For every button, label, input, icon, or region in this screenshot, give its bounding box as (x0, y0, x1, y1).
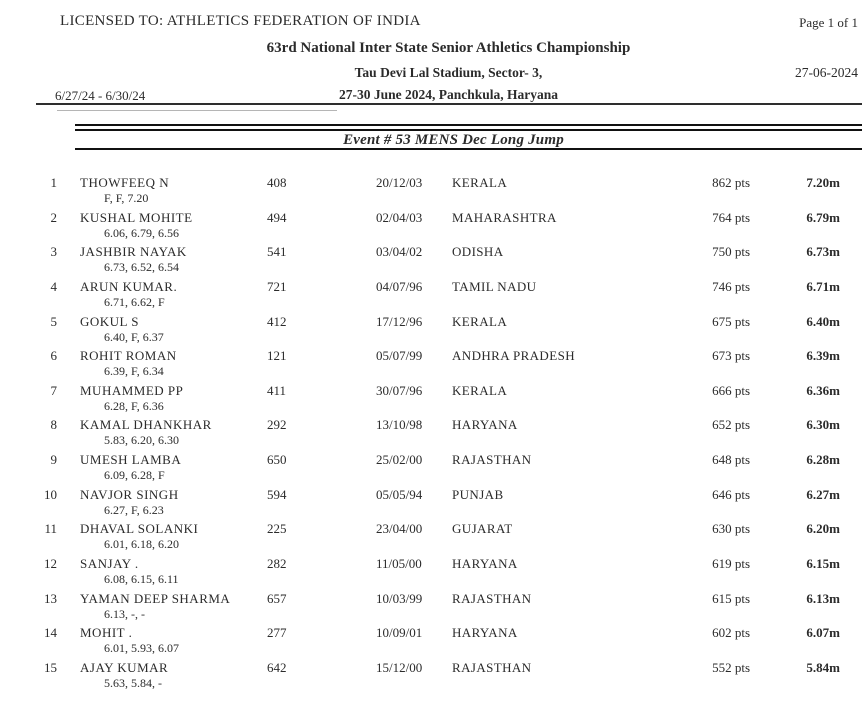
rank: 4 (50, 278, 57, 294)
header-sub-rule (57, 110, 337, 111)
result-row (0, 349, 862, 384)
attempt-series: 5.83, 6.20, 6.30 (104, 433, 179, 448)
state-name: MAHARASHTRA (452, 209, 557, 225)
attempt-series: 6.71, 6.62, F (104, 294, 165, 309)
points-value: 648 pts (712, 452, 750, 468)
best-mark: 6.73m (806, 244, 840, 260)
page-number: Page 1 of 1 (799, 15, 858, 30)
date-of-birth: 30/07/96 (376, 382, 423, 398)
date-of-birth: 04/07/96 (376, 278, 423, 294)
best-mark: 6.36m (806, 382, 840, 398)
athlete-name: ARUN KUMAR. (80, 278, 178, 294)
points-value: 630 pts (712, 521, 750, 537)
bib-number: 541 (267, 244, 287, 260)
athlete-name: KUSHAL MOHITE (80, 209, 193, 225)
points-value: 666 pts (712, 382, 750, 398)
rank: 8 (50, 417, 57, 433)
athlete-name: ROHIT ROMAN (80, 348, 177, 364)
date-of-birth: 20/12/03 (376, 175, 423, 190)
state-name: RAJASTHAN (452, 590, 532, 606)
rank: 13 (44, 590, 57, 606)
date-of-birth: 23/04/00 (376, 521, 423, 537)
attempt-series: 6.06, 6.79, 6.56 (104, 225, 179, 240)
result-row (0, 592, 862, 627)
attempt-series: 6.01, 6.18, 6.20 (104, 537, 179, 552)
athlete-name: MOHIT . (80, 625, 133, 641)
best-mark: 6.40m (806, 313, 840, 329)
date-of-birth: 10/03/99 (376, 590, 423, 606)
date-of-birth: 05/05/94 (376, 486, 423, 502)
state-name: ANDHRA PRADESH (452, 348, 575, 364)
athlete-name: DHAVAL SOLANKI (80, 521, 199, 537)
best-mark: 5.84m (806, 659, 840, 675)
state-name: KERALA (452, 382, 508, 398)
rank: 9 (50, 452, 57, 468)
points-value: 552 pts (712, 659, 750, 675)
athlete-name: THOWFEEQ N (80, 175, 170, 190)
rank: 12 (44, 556, 57, 572)
athlete-name: MUHAMMED PP (80, 382, 184, 398)
bib-number: 642 (267, 659, 287, 675)
result-row (0, 661, 862, 696)
points-value: 652 pts (712, 417, 750, 433)
rank: 5 (50, 313, 57, 329)
state-name: PUNJAB (452, 486, 504, 502)
event-band-bottom-rule (75, 148, 862, 150)
best-mark: 6.28m (806, 452, 840, 468)
bib-number: 121 (267, 348, 287, 364)
athlete-name: AJAY KUMAR (80, 659, 169, 675)
result-row (0, 245, 862, 280)
result-row (0, 418, 862, 453)
date-of-birth: 13/10/98 (376, 417, 423, 433)
state-name: TAMIL NADU (452, 278, 537, 294)
result-row (0, 522, 862, 557)
state-name: GUJARAT (452, 521, 513, 537)
attempt-series: 6.40, F, 6.37 (104, 329, 164, 344)
best-mark: 6.30m (806, 417, 840, 433)
rank: 15 (44, 659, 57, 675)
result-row (0, 626, 862, 661)
state-name: HARYANA (452, 556, 518, 572)
bib-number: 282 (267, 556, 287, 572)
best-mark: 6.71m (806, 278, 840, 294)
date-of-birth: 25/02/00 (376, 452, 423, 468)
date-of-birth: 17/12/96 (376, 313, 423, 329)
rank: 6 (50, 348, 57, 364)
state-name: HARYANA (452, 625, 518, 641)
competition-date-range: 6/27/24 - 6/30/24 (55, 88, 146, 103)
bib-number: 225 (267, 521, 287, 537)
bib-number: 657 (267, 590, 287, 606)
best-mark: 6.07m (806, 625, 840, 641)
points-value: 619 pts (712, 556, 750, 572)
event-band-top-rule-2 (75, 129, 862, 131)
attempt-series: F, F, 7.20 (104, 191, 149, 205)
attempt-series: 5.63, 5.84, - (104, 675, 162, 690)
points-value: 862 pts (712, 175, 750, 190)
bib-number: 292 (267, 417, 287, 433)
best-mark: 6.15m (806, 556, 840, 572)
attempt-series: 6.09, 6.28, F (104, 468, 165, 483)
attempt-series: 6.27, F, 6.23 (104, 502, 164, 517)
attempt-series: 6.08, 6.15, 6.11 (104, 572, 179, 587)
result-row (0, 176, 862, 211)
date-of-birth: 03/04/02 (376, 244, 423, 260)
date-of-birth: 10/09/01 (376, 625, 423, 641)
result-row (0, 280, 862, 315)
venue-line-1: Tau Devi Lal Stadium, Sector- 3, (354, 65, 543, 80)
points-value: 675 pts (712, 313, 750, 329)
best-mark: 6.27m (806, 486, 840, 502)
venue-line-2: 27-30 June 2024, Panchkula, Haryana (338, 87, 559, 102)
points-value: 746 pts (712, 278, 750, 294)
best-mark: 6.13m (806, 590, 840, 606)
result-row (0, 488, 862, 523)
athlete-name: SANJAY . (80, 556, 139, 572)
athlete-name: NAVJOR SINGH (80, 486, 179, 502)
rank: 14 (44, 625, 57, 641)
header-rule (36, 103, 862, 105)
bib-number: 650 (267, 452, 287, 468)
points-value: 615 pts (712, 590, 750, 606)
rank: 1 (50, 175, 57, 190)
athlete-name: KAMAL DHANKHAR (80, 417, 212, 433)
athlete-name: JASHBIR NAYAK (80, 244, 187, 260)
best-mark: 6.39m (806, 348, 840, 364)
state-name: RAJASTHAN (452, 659, 532, 675)
points-value: 764 pts (712, 209, 750, 225)
state-name: HARYANA (452, 417, 518, 433)
attempt-series: 6.13, -, - (104, 606, 145, 621)
date-of-birth: 15/12/00 (376, 659, 423, 675)
points-value: 602 pts (712, 625, 750, 641)
athlete-name: UMESH LAMBA (80, 452, 182, 468)
result-row (0, 384, 862, 419)
bib-number: 411 (267, 382, 287, 398)
result-row (0, 315, 862, 350)
event-title: Event # 53 MENS Dec Long Jump (343, 132, 564, 148)
date-of-birth: 02/04/03 (376, 209, 423, 225)
date-of-birth: 05/07/99 (376, 348, 423, 364)
best-mark: 6.79m (806, 209, 840, 225)
results-table (0, 176, 862, 696)
attempt-series: 6.01, 5.93, 6.07 (104, 641, 179, 656)
rank: 2 (50, 209, 57, 225)
best-mark: 6.20m (806, 521, 840, 537)
best-mark: 7.20m (806, 175, 840, 190)
licensed-to-text: LICENSED TO: ATHLETICS FEDERATION OF INDIA (60, 13, 421, 29)
bib-number: 412 (267, 313, 287, 329)
bib-number: 594 (267, 486, 287, 502)
bib-number: 277 (267, 625, 287, 641)
points-value: 673 pts (712, 348, 750, 364)
report-date: 27-06-2024 (795, 65, 858, 80)
points-value: 750 pts (712, 244, 750, 260)
rank: 10 (44, 486, 57, 502)
state-name: RAJASTHAN (452, 452, 532, 468)
rank: 7 (50, 382, 57, 398)
state-name: ODISHA (452, 244, 504, 260)
attempt-series: 6.28, F, 6.36 (104, 398, 164, 413)
attempt-series: 6.39, F, 6.34 (104, 364, 164, 379)
athlete-name: YAMAN DEEP SHARMA (80, 590, 231, 606)
bib-number: 721 (267, 278, 287, 294)
attempt-series: 6.73, 6.52, 6.54 (104, 260, 179, 275)
bib-number: 408 (267, 175, 287, 190)
date-of-birth: 11/05/00 (376, 556, 422, 572)
state-name: KERALA (452, 313, 508, 329)
bib-number: 494 (267, 209, 287, 225)
result-row (0, 453, 862, 488)
state-name: KERALA (452, 175, 508, 190)
result-row (0, 211, 862, 246)
points-value: 646 pts (712, 486, 750, 502)
event-band-top-rule-1 (75, 124, 862, 126)
rank: 11 (44, 521, 57, 537)
athlete-name: GOKUL S (80, 313, 139, 329)
rank: 3 (50, 244, 57, 260)
result-row (0, 557, 862, 592)
championship-title: 63rd National Inter State Senior Athletics Championship (266, 40, 631, 56)
